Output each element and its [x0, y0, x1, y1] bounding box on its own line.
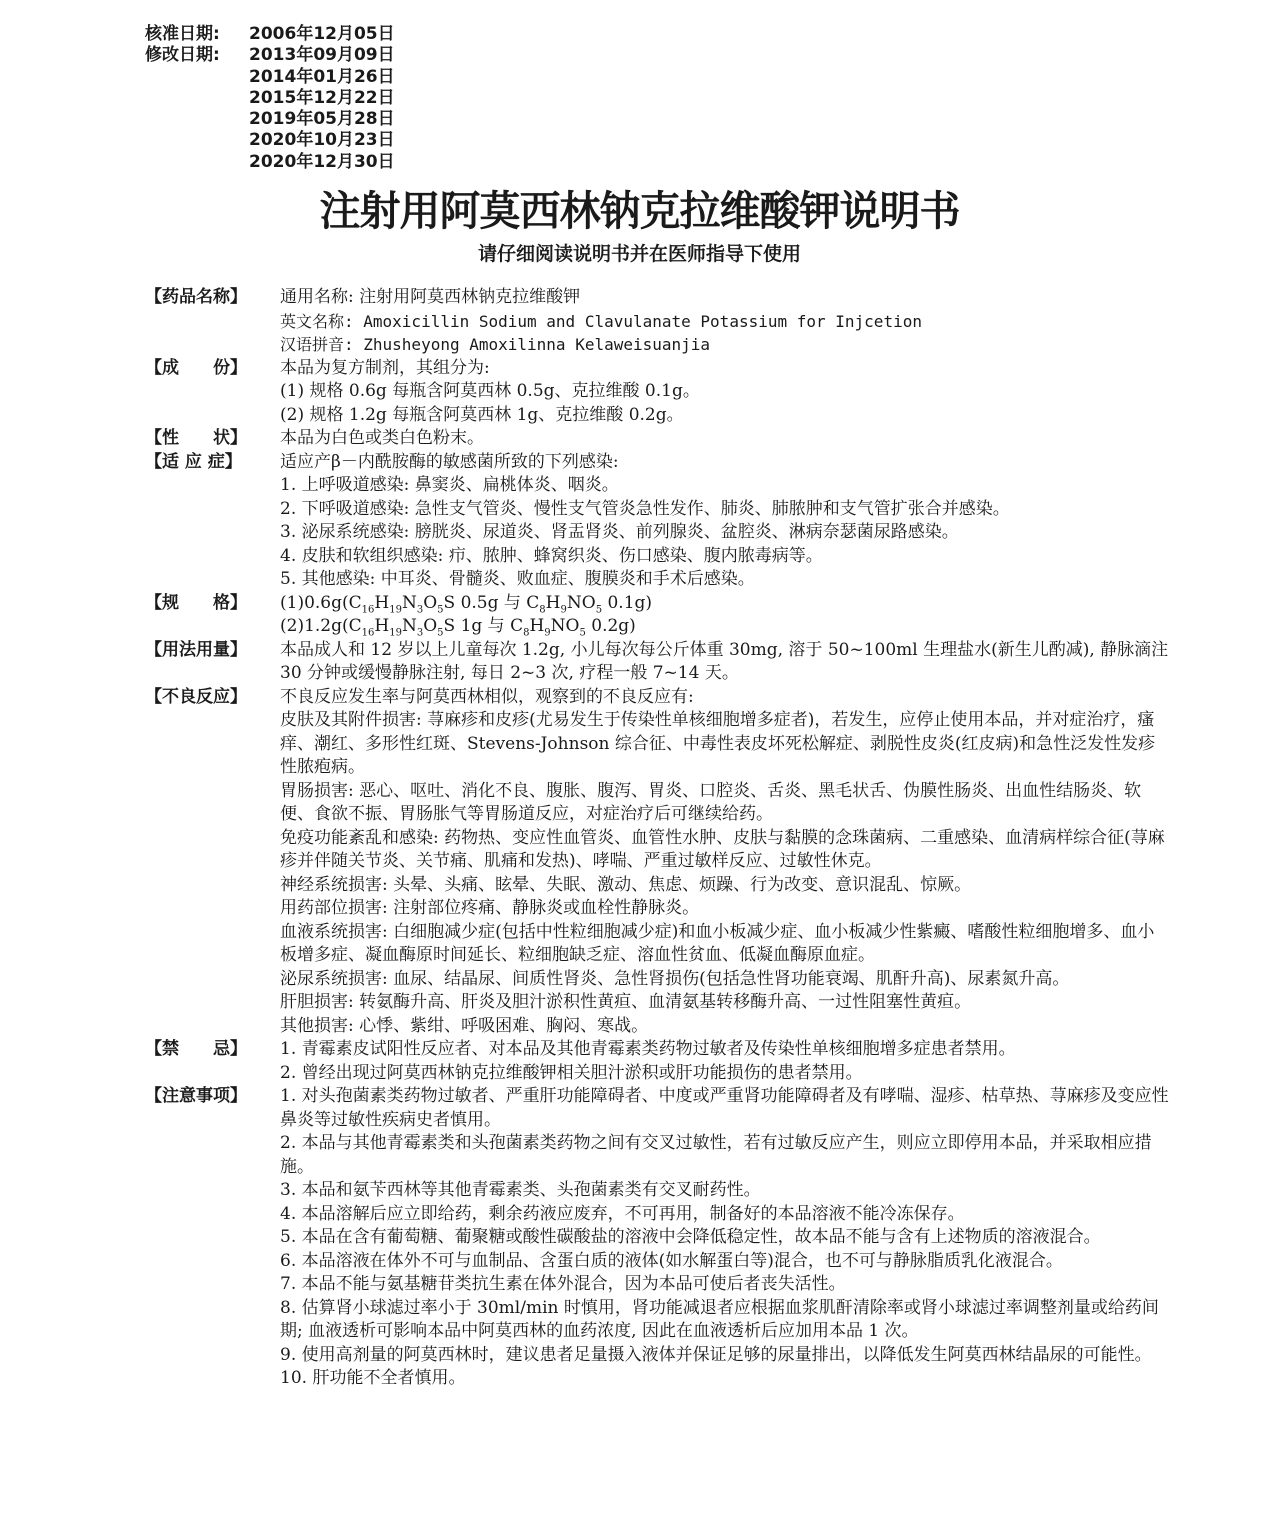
indication-line: 适应产β－内酰胺酶的敏感菌所致的下列感染:: [280, 451, 619, 472]
section-body: [280, 427, 1170, 451]
subscript: 8: [523, 627, 530, 639]
adverse-paragraph: 胃肠损害: 恶心、呕吐、消化不良、腹胀、腹泻、胃炎、口腔炎、舌炎、黑毛状舌、伪膜性肠炎、出血性结肠炎、软便、食欲不振、胃肠胀气等胃肠道反应，对症治疗后可继续给药。: [280, 780, 1142, 824]
appearance-text: 本品为白色或类白色粉末。: [280, 428, 484, 448]
contraindication-item: 1. 青霉素皮试阳性反应者、对本品及其他青霉素类药物过敏者及传染性单核细胞增多症患者禁用。: [280, 1039, 1016, 1059]
indication-line: 4. 皮肤和软组织感染: 疖、脓肿、蜂窝织炎、伤口感染、腹内脓毒病等。: [280, 545, 823, 566]
dosage-text: 本品成人和 12 岁以上儿童每次 1.2g, 小儿每次每公斤体重 30mg, 溶于 50~100ml 生理盐水(新生儿酌减), 静脉滴注 30 分钟或缓慢静脉注射, 每日 2~3 次, 疗程一般 7~14 天。: [280, 639, 1169, 683]
spec-text: H: [374, 616, 390, 636]
section-appearance: [145, 427, 1170, 451]
subscript: 5: [437, 627, 444, 639]
adverse-paragraph: 泌尿系统损害: 血尿、结晶尿、间质性肾炎、急性肾损伤(包括急性肾功能衰竭、肌酐升高)、尿素氮升高。: [280, 968, 1070, 989]
revision-dates-block: [145, 24, 395, 173]
section-label: 【药品名称】: [145, 287, 247, 307]
adverse-paragraph: 神经系统损害: 头晕、头痛、眩晕、失眠、激动、焦虑、烦躁、行为改变、意识混乱、惊厥。: [280, 874, 972, 895]
english-name: 英文名称: Amoxicillin Sodium and Clavulanate Potassium for Injcetion: [280, 311, 922, 331]
revision-date: 2019年05月28日: [249, 109, 395, 130]
adverse-paragraph: 肝胆损害: 转氨酶升高、肝炎及胆汁淤积性黄疸、血清氨基转移酶升高、一过性阻塞性黄疸。: [280, 992, 972, 1012]
section-body: [280, 639, 1170, 686]
generic-name: 通用名称: 注射用阿莫西林钠克拉维酸钾: [280, 287, 581, 307]
spec-text: N: [401, 592, 417, 613]
section-body: [280, 686, 1170, 1039]
section-body: [280, 592, 1170, 639]
section-contraindications: [145, 1038, 1170, 1085]
spec-text: H: [545, 592, 561, 613]
spec-text: H: [374, 592, 390, 613]
section-body: [280, 1038, 1170, 1085]
revision-date-row: [145, 67, 395, 88]
section-indications: [145, 451, 1170, 592]
spec-text: 0.5g 与 C: [460, 592, 540, 613]
revision-date-row: [145, 130, 395, 151]
date-label-spacer: [145, 109, 249, 130]
subscript: 16: [361, 627, 375, 639]
indication-line: 2. 下呼吸道感染: 急性支气管炎、慢性支气管炎急性发作、肺炎、肺脓肿和支气管扩张合并感染。: [280, 498, 1010, 519]
composition-line: (2) 规格 1.2g 每瓶含阿莫西林 1g、克拉维酸 0.2g。: [280, 404, 684, 425]
revision-date-label: 修改日期:: [145, 45, 220, 66]
section-body: [280, 286, 1170, 357]
approval-date-label: 核准日期:: [145, 24, 220, 44]
section-body: [280, 357, 1170, 428]
spec-text: S: [443, 592, 461, 613]
section-body: [280, 451, 1170, 592]
revision-date: 2020年10月23日: [249, 130, 395, 151]
subscript: 19: [389, 603, 402, 615]
spec-text: 1g 与 C: [460, 616, 524, 636]
date-label-spacer: [145, 67, 249, 88]
specification-line: [280, 592, 1170, 616]
adverse-paragraph: 血液系统损害: 白细胞减少症(包括中性粒细胞减少症)和血小板减少症、血小板减少性紫癜、嗜酸性粒细胞增多、血小板增多症、凝血酶原时间延长、粒细胞缺乏症、溶血性贫血、低凝血酶原血症。: [280, 921, 1155, 965]
contraindication-item: 2. 曾经出现过阿莫西林钠克拉维酸钾相关胆汁淤积或肝功能损伤的患者禁用。: [280, 1062, 863, 1083]
spec-text: O: [423, 592, 438, 613]
section-adverse-reactions: [145, 686, 1170, 1039]
section-precautions: [145, 1085, 1170, 1391]
date-label-spacer: [145, 130, 249, 151]
revision-date-row: [145, 88, 395, 109]
leaflet-content: [145, 286, 1170, 1391]
section-label: 【适 应 症】: [145, 451, 242, 472]
revision-date: 2013年09月09日: [249, 45, 395, 66]
subscript: 5: [579, 627, 586, 639]
section-body: [280, 1085, 1170, 1391]
spec-text: 0.1g): [607, 592, 653, 613]
precaution-item: 3. 本品和氨苄西林等其他青霉素类、头孢菌素类有交叉耐药性。: [280, 1180, 761, 1200]
spec-text: NO: [550, 616, 580, 636]
precaution-item: 1. 对头孢菌素类药物过敏者、严重肝功能障碍者、中度或严重肾功能障碍者及有哮喘、湿疹、枯草热、荨麻疹及变应性鼻炎等过敏性疾病史者慎用。: [280, 1086, 1169, 1130]
adverse-paragraph: 免疫功能紊乱和感染: 药物热、变应性血管炎、血管性水肿、皮肤与黏膜的念珠菌病、二重感染、血清病样综合征(荨麻疹并伴随关节炎、关节痛、肌痛和发热)、哮喘、严重过敏样反应、过敏性休克。: [280, 827, 1165, 871]
section-label: 【禁 忌】: [145, 1039, 247, 1059]
spec-text: (2)1.2g(C: [280, 616, 362, 636]
subscript: 16: [361, 603, 375, 615]
date-label-spacer: [145, 88, 249, 109]
revision-date: 2020年12月30日: [249, 151, 395, 172]
adverse-paragraph: 不良反应发生率与阿莫西林相似，观察到的不良反应有:: [280, 686, 694, 707]
section-label: 【注意事项】: [145, 1086, 247, 1106]
subscript: 9: [560, 603, 567, 615]
composition-line: (1) 规格 0.6g 每瓶含阿莫西林 0.5g、克拉维酸 0.1g。: [280, 381, 700, 401]
section-composition: [145, 357, 1170, 428]
section-dosage: [145, 639, 1170, 686]
subscript: 5: [595, 603, 603, 615]
precaution-item: 2. 本品与其他青霉素类和头孢菌素类药物之间有交叉过敏性，若有过敏反应产生，则应立即停用本品，并采取相应措施。: [280, 1133, 1152, 1177]
document-subtitle: 请仔细阅读说明书并在医师指导下使用: [477, 243, 801, 265]
spec-text: N: [401, 616, 417, 636]
revision-date-row: [145, 45, 395, 66]
subscript: 8: [539, 603, 546, 615]
subscript: 19: [389, 627, 402, 639]
specification-line: [280, 615, 1170, 639]
section-specification: [145, 592, 1170, 639]
revision-date-row: [145, 109, 395, 130]
section-drug-name: [145, 286, 1170, 357]
section-label: 【性 状】: [145, 428, 247, 448]
adverse-paragraph: 用药部位损害: 注射部位疼痛、静脉炎或血栓性静脉炎。: [280, 898, 700, 918]
precaution-item: 10. 肝功能不全者慎用。: [280, 1368, 466, 1388]
pinyin-name: 汉语拼音: Zhusheyong Amoxilinna Kelaweisuanjia: [280, 335, 711, 354]
precaution-item: 7. 本品不能与氨基糖苷类抗生素在体外混合，因为本品可使后者丧失活性。: [280, 1274, 846, 1294]
section-label: 【不良反应】: [145, 686, 247, 707]
indication-line: 1. 上呼吸道感染: 鼻窦炎、扁桃体炎、咽炎。: [280, 475, 619, 495]
subscript: 3: [416, 603, 424, 615]
spec-text: 0.2g): [591, 616, 636, 636]
subscript: 3: [416, 627, 424, 639]
revision-date: 2015年12月22日: [249, 87, 395, 108]
section-label: 【成 份】: [145, 357, 247, 378]
revision-date-row: [145, 152, 395, 173]
subscript: 9: [544, 627, 551, 639]
date-label-spacer: [145, 152, 249, 173]
subscript: 5: [437, 603, 444, 615]
document-title: 注射用阿莫西林钠克拉维酸钾说明书: [319, 187, 960, 235]
precaution-item: 5. 本品在含有葡萄糖、葡聚糖或酸性碳酸盐的溶液中会降低稳定性，故本品不能与含有上述物质的溶液混合。: [280, 1227, 1101, 1247]
spec-text: H: [529, 616, 545, 636]
adverse-paragraph: 皮肤及其附件损害: 荨麻疹和皮疹(尤易发生于传染性单核细胞增多症者)，若发生，应停止使用本品，并对症治疗，瘙痒、潮红、多形性红斑、Stevens-Johnson 综合征、中毒性表皮坏死松解症、剥脱性皮炎(红皮病)和急性泛发性发疹性脓疱病。: [280, 710, 1156, 777]
section-label: 【用法用量】: [145, 639, 247, 660]
section-label: 【规 格】: [145, 592, 247, 613]
precaution-item: 6. 本品溶液在体外不可与血制品、含蛋白质的液体(如水解蛋白等)混合，也不可与静脉脂质乳化液混合。: [280, 1250, 1063, 1271]
spec-text: NO: [566, 592, 596, 613]
adverse-paragraph: 其他损害: 心悸、紫绀、呼吸困难、胸闷、寒战。: [280, 1015, 649, 1036]
approval-date: 2006年12月05日: [249, 24, 395, 44]
composition-line: 本品为复方制剂，其组分为:: [280, 357, 490, 378]
spec-text: (1)0.6g(C: [280, 592, 362, 613]
indication-line: 5. 其他感染: 中耳炎、骨髓炎、败血症、腹膜炎和手术后感染。: [280, 569, 755, 589]
precaution-item: 9. 使用高剂量的阿莫西林时，建议患者足量摄入液体并保证足够的尿量排出，以降低发生阿莫西林结晶尿的可能性。: [280, 1344, 1152, 1365]
spec-text: S: [443, 616, 461, 636]
indication-line: 3. 泌尿系统感染: 膀胱炎、尿道炎、肾盂肾炎、前列腺炎、盆腔炎、淋病奈瑟菌尿路感染。: [280, 522, 959, 542]
precaution-item: 8. 估算肾小球滤过率小于 30ml/min 时慎用，肾功能减退者应根据血浆肌酐清除率或肾小球滤过率调整剂量或给药间期; 血液透析可影响本品中阿莫西林的血药浓度, 因此在血液透析后应加用本品 1 次。: [280, 1297, 1159, 1341]
spec-text: O: [423, 616, 438, 636]
revision-date: 2014年01月26日: [249, 66, 395, 87]
approval-date-row: [145, 24, 395, 45]
precaution-item: 4. 本品溶解后应立即给药，剩余药液应废弃，不可再用，制备好的本品溶液不能冷冻保存。: [280, 1203, 965, 1224]
